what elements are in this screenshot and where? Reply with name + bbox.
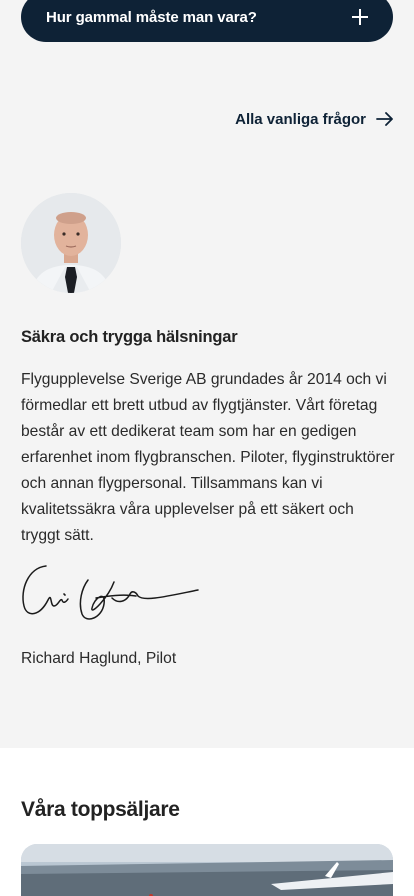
signature-image <box>18 558 208 628</box>
all-faq-link[interactable] <box>235 110 394 128</box>
bestseller-card[interactable] <box>21 844 393 896</box>
plus-icon[interactable] <box>352 9 368 25</box>
greeting-text: Flygupplevelse Sverige AB grundades år 2014 och vi förmedlar ett brett utbud av flygtjänster. Vårt företag består av ett dedikerat team som har en gedigen erfarenhet inom flygbranschen. Piloter, flyginstruktörer och annan flygpersonal. Tillsammans kan vi kvalitetssäkra våra upplevelser på ett säkert och tryggt sätt. <box>21 371 395 544</box>
bestsellers-section <box>0 748 414 896</box>
airplane-image <box>21 844 393 896</box>
faq-item-age[interactable] <box>21 0 393 42</box>
pilot-portrait <box>21 193 121 293</box>
signature-name: Richard Haglund, Pilot <box>21 650 177 667</box>
faq-question: Hur gammal måste man vara? <box>46 8 257 26</box>
greeting-title: Säkra och trygga hälsningar <box>21 328 238 346</box>
all-faq-label: Alla vanliga frågor <box>235 110 366 128</box>
avatar <box>21 193 121 293</box>
arrow-right-icon <box>376 110 394 128</box>
bestsellers-title: Våra toppsäljare <box>21 798 180 821</box>
